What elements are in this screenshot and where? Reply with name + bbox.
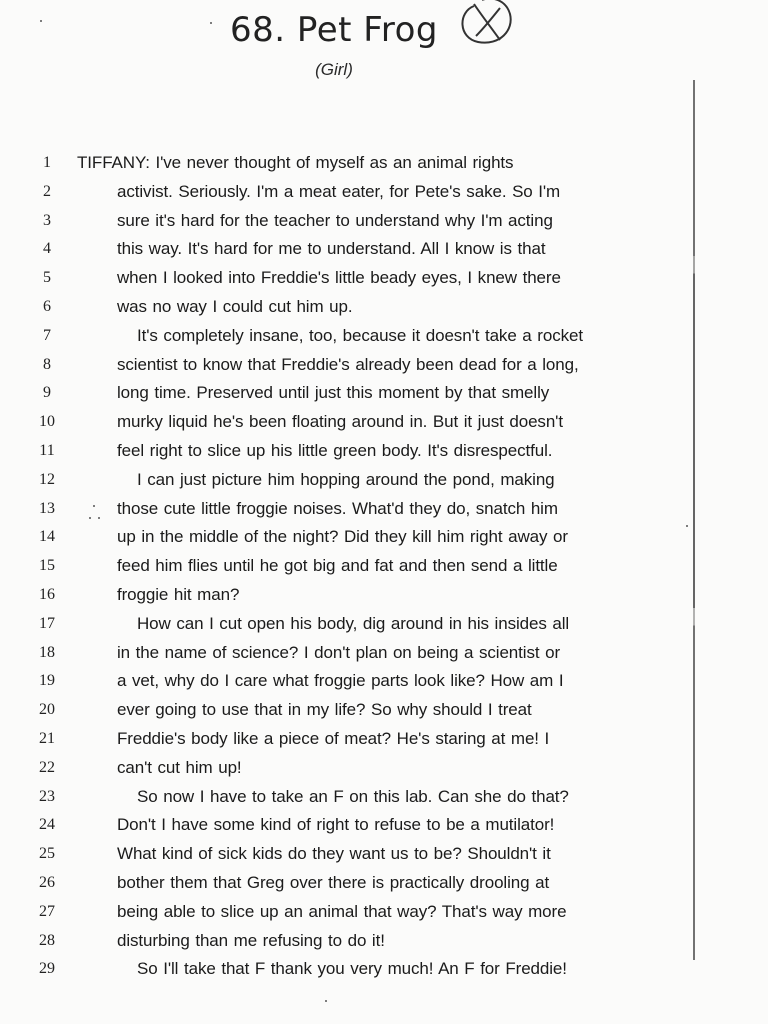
script-line: [0, 696, 768, 725]
script-line: [0, 178, 768, 207]
script-line: [0, 898, 768, 927]
script-line: [0, 437, 768, 466]
line-text: It's completely insane, too, because it doesn't take a rocket: [137, 325, 583, 345]
line-number: 10: [39, 413, 55, 431]
line-number: 23: [39, 787, 55, 805]
line-number: 28: [39, 931, 55, 949]
line-number: 8: [43, 355, 51, 373]
line-number: 20: [39, 701, 55, 719]
line-text: those cute little froggie noises. What'd they do, snatch him: [117, 498, 558, 518]
line-number: 13: [39, 499, 55, 517]
scan-speck: [210, 22, 212, 24]
page-title-text: 68. Pet Frog: [230, 10, 438, 50]
script-line: [0, 495, 768, 524]
script-line: [0, 149, 768, 178]
script-line: [0, 869, 768, 898]
script-line: [0, 466, 768, 495]
page-title: [0, 10, 768, 50]
line-text: this way. It's hard for me to understand. All I know is that: [117, 239, 546, 259]
line-text: in the name of science? I don't plan on being a scientist or: [117, 642, 561, 662]
line-text: How can I cut open his body, dig around in his insides all: [137, 613, 570, 633]
line-number: 21: [39, 729, 55, 747]
line-text: disturbing than me refusing to do it!: [117, 930, 385, 950]
line-text: scientist to know that Freddie's already been dead for a long,: [117, 354, 579, 374]
line-text: a vet, why do I care what froggie parts look like? How am I: [117, 671, 564, 691]
line-text: activist. Seriously. I'm a meat eater, for Pete's sake. So I'm: [117, 181, 561, 201]
line-text: TIFFANY: I've never thought of myself as an animal rights: [77, 153, 514, 172]
line-number: 4: [43, 240, 51, 258]
script-line: [0, 235, 768, 264]
script-line: [0, 955, 768, 984]
line-text: What kind of sick kids do they want us to be? Shouldn't it: [117, 844, 551, 864]
line-number: 12: [39, 470, 55, 488]
line-number: 22: [39, 758, 55, 776]
script-line: [0, 725, 768, 754]
line-text: when I looked into Freddie's little beady eyes, I knew there: [117, 268, 561, 288]
script-lines: [0, 149, 768, 984]
line-text: So I'll take that F thank you very much! An F for Freddie!: [137, 959, 567, 979]
script-line: [0, 322, 768, 351]
line-text: was no way I could cut him up.: [117, 296, 353, 316]
line-number: 7: [43, 326, 51, 344]
line-number: 5: [43, 269, 51, 287]
script-line: [0, 552, 768, 581]
handwritten-circled-x-mark: [452, 0, 520, 52]
script-line: [0, 783, 768, 812]
line-number: 24: [39, 816, 55, 834]
line-text: Don't I have some kind of right to refuse to be a mutilator!: [117, 815, 555, 835]
line-text: ever going to use that in my life? So why should I treat: [117, 700, 532, 720]
line-text: being able to slice up an animal that way? That's way more: [117, 901, 567, 921]
script-line: [0, 523, 768, 552]
line-text: sure it's hard for the teacher to understand why I'm acting: [117, 210, 553, 230]
script-line: [0, 264, 768, 293]
line-number: 9: [43, 384, 51, 402]
line-text: can't cut him up!: [117, 757, 242, 777]
script-line: [0, 754, 768, 783]
script-line: [0, 293, 768, 322]
line-text: murky liquid he's been floating around in. But it just doesn't: [117, 412, 563, 432]
line-number: 19: [39, 672, 55, 690]
scan-speck: [325, 1000, 327, 1002]
line-number: 15: [39, 557, 55, 575]
line-number: 6: [43, 297, 51, 315]
line-number: 26: [39, 873, 55, 891]
line-number: 18: [39, 643, 55, 661]
line-number: 29: [39, 960, 55, 978]
line-number: 27: [39, 902, 55, 920]
line-text: Freddie's body like a piece of meat? He's staring at me! I: [117, 728, 550, 748]
line-number: 14: [39, 528, 55, 546]
script-line: [0, 667, 768, 696]
line-number: 17: [39, 614, 55, 632]
line-text: feel right to slice up his little green body. It's disrespectful.: [117, 440, 553, 460]
line-text: froggie hit man?: [117, 584, 240, 604]
line-text: up in the middle of the night? Did they kill him right away or: [117, 527, 568, 547]
script-line: [0, 927, 768, 956]
line-number: 25: [39, 845, 55, 863]
script-line: [0, 610, 768, 639]
page-subtitle-text: (Girl): [315, 60, 353, 79]
line-text: So now I have to take an F on this lab. Can she do that?: [137, 786, 569, 806]
line-number: 11: [39, 441, 55, 459]
script-line: [0, 811, 768, 840]
line-text: bother them that Greg over there is practically drooling at: [117, 872, 550, 892]
line-text: long time. Preserved until just this moment by that smelly: [117, 383, 550, 403]
line-number: 1: [43, 154, 51, 171]
script-line: [0, 207, 768, 236]
line-text: feed him flies until he got big and fat and then send a little: [117, 556, 558, 576]
script-line: [0, 379, 768, 408]
script-line: [0, 351, 768, 380]
script-line: [0, 840, 768, 869]
scan-speck: [40, 20, 42, 22]
line-number: 2: [43, 182, 51, 200]
line-number: 3: [43, 211, 51, 229]
script-line: [0, 581, 768, 610]
page-subtitle: [0, 60, 768, 80]
line-text: I can just picture him hopping around the pond, making: [137, 469, 555, 489]
script-line: [0, 639, 768, 668]
line-number: 16: [39, 585, 55, 603]
script-line: [0, 408, 768, 437]
